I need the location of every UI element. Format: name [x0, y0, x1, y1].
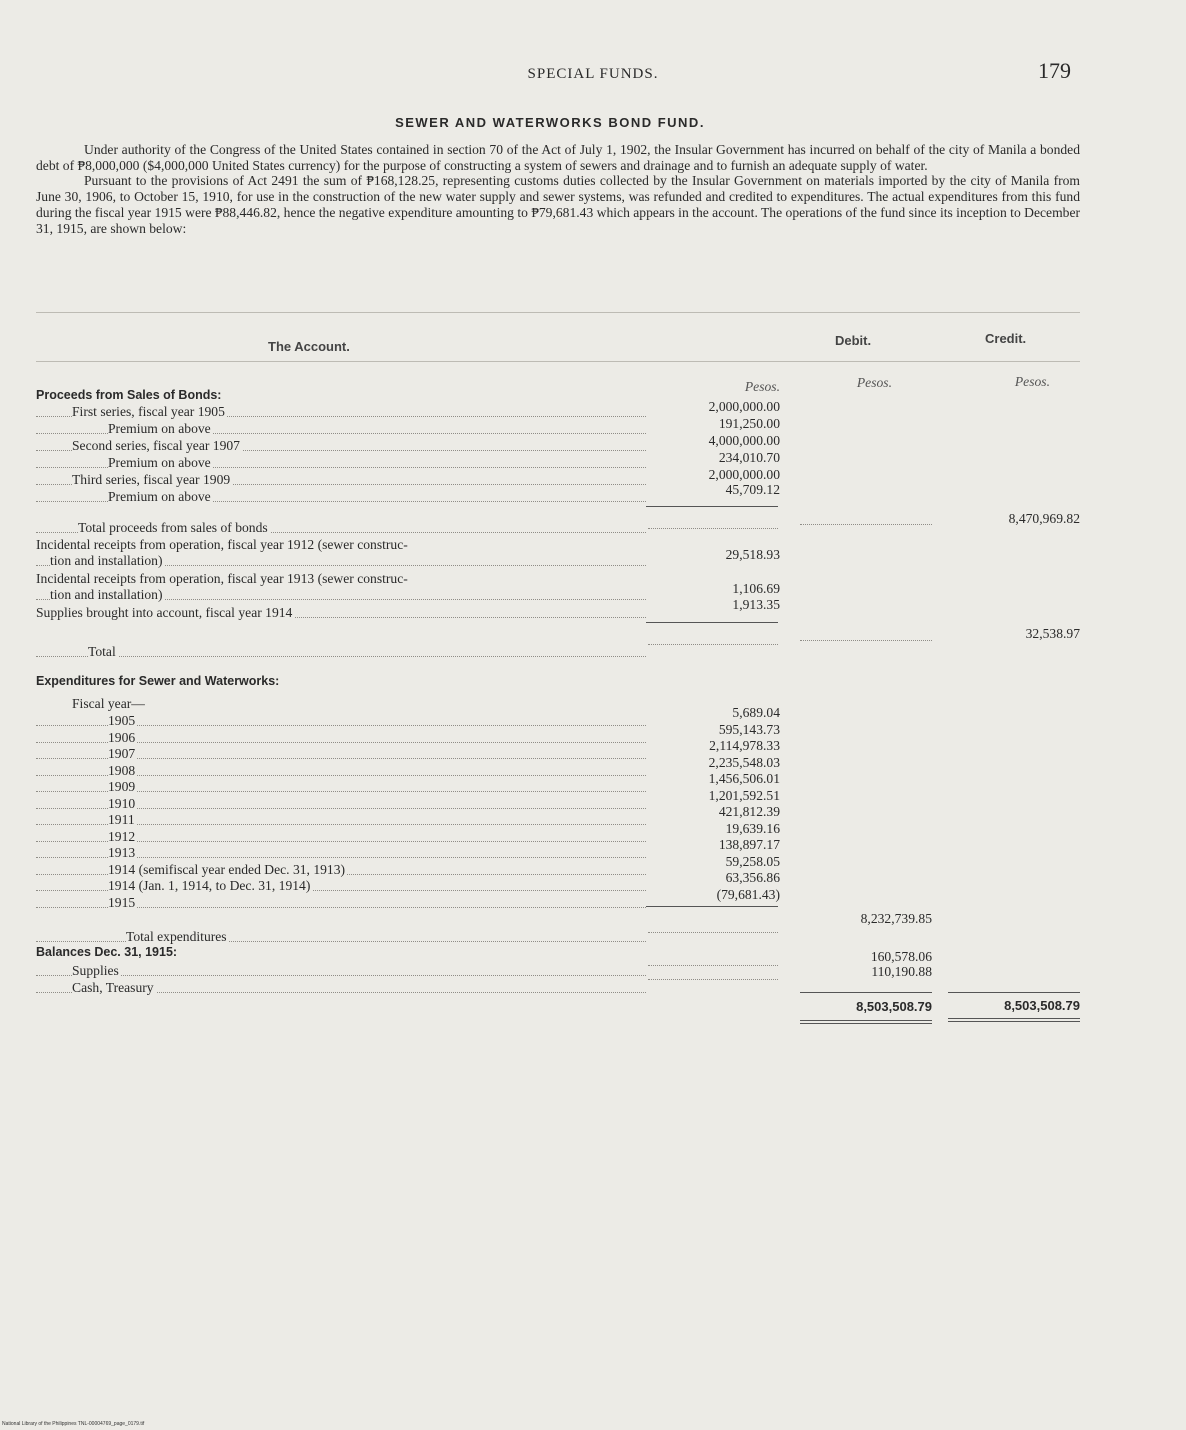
row-amount: 234,010.70: [718, 450, 780, 465]
row-amount: 2,000,000.00: [708, 467, 780, 482]
row-label: Supplies brought into account, fiscal year 1914: [36, 605, 293, 620]
table-row: [36, 878, 646, 894]
table-row: [36, 520, 646, 536]
total-other-credit: 32,538.97: [1025, 626, 1080, 641]
row-label: Second series, fiscal year 1907: [72, 438, 240, 453]
row-amount: 2,235,548.03: [708, 754, 780, 770]
double-rule: [800, 1020, 932, 1024]
intro-text: [36, 142, 1080, 236]
header-debit: Debit.: [835, 333, 872, 348]
row-label: 1905: [108, 713, 136, 728]
row-amount: 4,000,000.00: [708, 433, 780, 448]
row-amount: 5,689.04: [732, 705, 780, 720]
scan-footer: National Library of the Philippines TNL-00004769_page_0179.tif: [2, 1421, 145, 1427]
subtotal-rule: [948, 992, 1080, 993]
table-row: [36, 713, 646, 729]
row-amount: 191,250.00: [718, 416, 780, 431]
row-amount: 595,143.73: [718, 721, 780, 737]
row-amount: 19,639.16: [725, 820, 780, 836]
row-label: tion and installation): [50, 553, 163, 568]
row-label: 1914 (Jan. 1, 1914, to Dec. 31, 1914): [108, 878, 311, 893]
leader-dots: [648, 965, 778, 966]
row-label: Total proceeds from sales of bonds: [78, 520, 268, 535]
row-label: Total: [88, 644, 116, 659]
row-label: Fiscal year—: [72, 696, 145, 711]
table-row: [36, 404, 646, 420]
row-amount: 1,456,506.01: [708, 771, 780, 786]
balance-cash-debit: 110,190.88: [871, 964, 932, 979]
row-amount: 63,356.86: [725, 870, 780, 885]
row-label: 1913: [108, 845, 136, 860]
row-amount: 138,897.17: [718, 837, 780, 852]
row-label: 1915: [108, 894, 136, 910]
table-row: [36, 730, 646, 746]
table-row: [36, 587, 646, 603]
intro-paragraph: Pursuant to the provisions of Act 2491 the sum of ₱168,128.25, representing customs duties collected by the Insular Government on materials imported by the city of Manila from June 30, 1906, to October 15, 1910, for use in the construction of the new water supply and sewer systems, was refunded and credited to expenditures. The actual expenditures from this fund during the fiscal year 1915 were ₱88,446.82, hence the negative expenditure amounting to ₱79,681.43 which appears in the account. The operations of the fund since its inception to December 31, 1915, are shown below:: [36, 173, 1080, 236]
row-label: 1912: [108, 828, 136, 844]
unit-label: Pesos.: [856, 375, 892, 390]
leader-dots: [648, 979, 778, 980]
page-number: 179: [1038, 58, 1071, 83]
subtotal-rule: [646, 906, 778, 907]
table-row: [36, 862, 646, 878]
row-amount: 2,000,000.00: [708, 399, 780, 414]
table-row: [36, 605, 646, 621]
row-label: Premium on above: [108, 489, 211, 504]
table-row: [36, 980, 646, 996]
row-label: Incidental receipts from operation, fiscal year 1912 (sewer construc-: [36, 537, 408, 552]
row-label: First series, fiscal year 1905: [72, 404, 225, 419]
table-row: [36, 845, 646, 861]
row-amount: (79,681.43): [716, 886, 780, 902]
row-amount: 2,114,978.33: [709, 738, 780, 753]
table-row: [36, 779, 646, 795]
total-proceeds-credit: 8,470,969.82: [1008, 511, 1080, 526]
leader-dots: [800, 640, 932, 641]
header-bottom-rule: [36, 361, 1080, 362]
row-label: Cash, Treasury: [72, 980, 154, 995]
row-amount: 1,106.69: [732, 581, 780, 596]
row-amount: 421,812.39: [718, 804, 780, 819]
balance-supplies-debit: 160,578.06: [870, 949, 932, 964]
section-title: SEWER AND WATERWORKS BOND FUND.: [395, 115, 705, 130]
row-label: Total expenditures: [126, 929, 227, 944]
table-row: [36, 763, 646, 779]
row-amount: 45,709.12: [725, 482, 780, 497]
expenditures-heading: Expenditures for Sewer and Waterworks:: [36, 674, 280, 688]
row-label: Premium on above: [108, 421, 211, 436]
table-row: [36, 812, 646, 828]
unit-label: Pesos.: [1014, 374, 1050, 389]
total-expenditures-debit: 8,232,739.85: [860, 911, 932, 926]
row-amount: 59,258.05: [725, 853, 780, 869]
row-label: Incidental receipts from operation, fiscal year 1913 (sewer construc-: [36, 571, 408, 586]
table-row: [36, 696, 646, 712]
running-head: SPECIAL FUNDS.: [527, 66, 659, 82]
table-row: [36, 489, 646, 505]
row-label: 1907: [108, 746, 136, 761]
table-row: [36, 571, 646, 587]
leader-dots: [648, 932, 778, 933]
table-row: [36, 421, 646, 437]
row-label: Supplies: [72, 963, 119, 978]
row-label: 1909: [108, 779, 136, 794]
table-row: [36, 963, 646, 979]
row-label: 1906: [108, 729, 136, 745]
leader-dots: [648, 528, 778, 529]
row-amount: 29,518.93: [725, 547, 780, 562]
table-row: [36, 746, 646, 762]
row-label: Premium on above: [108, 455, 211, 470]
subtotal-rule: [646, 506, 778, 507]
subtotal-rule: [800, 992, 932, 993]
row-amount: 1,201,592.51: [708, 787, 780, 803]
grand-total-credit: 8,503,508.79: [1004, 998, 1080, 1013]
unit-label: Pesos.: [744, 379, 780, 394]
subtotal-rule: [646, 622, 778, 623]
proceeds-heading: Proceeds from Sales of Bonds:: [36, 388, 222, 402]
header-account: The Account.: [268, 339, 350, 354]
header-credit: Credit.: [985, 331, 1027, 346]
grand-total-debit: 8,503,508.79: [856, 999, 932, 1014]
intro-paragraph: Under authority of the Congress of the United States contained in section 70 of the Act of July 1, 1902, the Insular Government has incurred on behalf of the city of Manila a bonded debt of ₱8,000,000 ($4,000,000 United States currency) for the purpose of constructing a system of sewers and drainage and to furnish an adequate supply of water.: [36, 142, 1080, 173]
row-label: Third series, fiscal year 1909: [72, 472, 231, 487]
row-label: 1910: [108, 795, 136, 811]
leader-dots: [800, 524, 932, 525]
table-row: [36, 537, 646, 553]
leader-dots: [648, 644, 778, 645]
table-row: [36, 829, 646, 845]
table-row: [36, 929, 646, 945]
row-amount: 1,913.35: [732, 597, 780, 612]
table-row: [36, 438, 646, 454]
balances-heading: Balances Dec. 31, 1915:: [36, 945, 178, 959]
table-row: [36, 472, 646, 488]
row-label: 1908: [108, 762, 136, 778]
table-row: [36, 796, 646, 812]
table-row: [36, 895, 646, 911]
table-row: [36, 455, 646, 471]
row-label: 1914 (semifiscal year ended Dec. 31, 1913): [108, 861, 346, 877]
table-row: [36, 644, 646, 660]
row-label: tion and installation): [50, 587, 163, 602]
table-row: [36, 553, 646, 569]
row-label: 1911: [108, 812, 135, 827]
double-rule: [948, 1018, 1080, 1022]
table-top-rule: [36, 312, 1080, 313]
